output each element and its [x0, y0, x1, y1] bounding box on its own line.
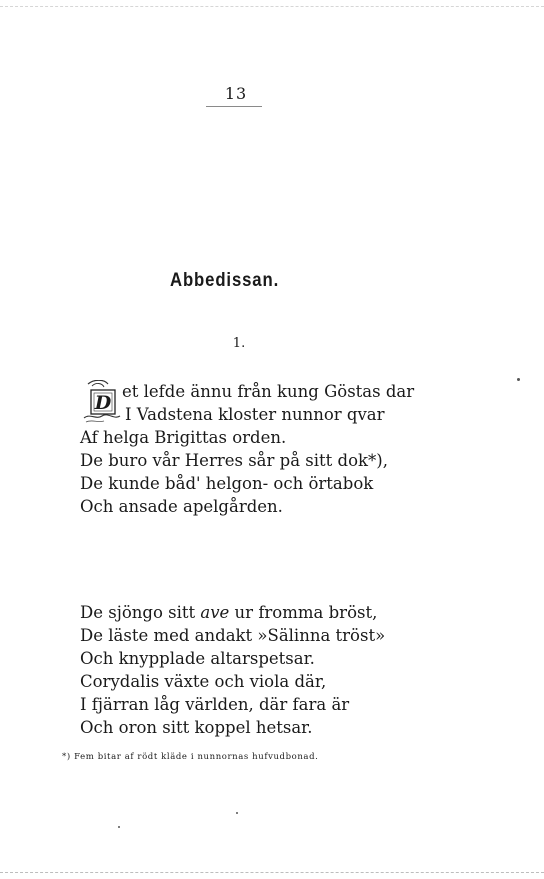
stanza1-body: [80, 426, 388, 518]
page-number-rule: [206, 106, 262, 107]
poem-title: Abbedissan.: [170, 270, 280, 291]
footnote: *) Fem bitar af rödt kläde i nunnornas hufvudbonad.: [62, 752, 319, 762]
verse-line: De buro vår Herres sår på sitt dok*),: [80, 451, 388, 470]
page-bottom-edge: [0, 872, 544, 873]
verse-line: Och ansade apelgården.: [80, 497, 283, 516]
ink-speck: [118, 826, 120, 828]
ornamental-initial-d: [82, 380, 122, 424]
ink-speck: [236, 812, 238, 814]
verse-line: I Vadstena kloster nunnor qvar: [125, 405, 385, 424]
verse-line: De kunde båd' helgon- och örtabok: [80, 474, 374, 493]
page-top-edge: [0, 6, 544, 7]
stanza1-first-line: [122, 380, 414, 403]
verse-line: I fjärran låg världen, där fara är: [80, 695, 350, 714]
ink-speck: [517, 378, 520, 381]
drop-cap-letter: D: [94, 392, 112, 414]
section-number: 1.: [232, 336, 246, 351]
page-number: 13: [224, 84, 248, 103]
verse-line: Af helga Brigittas orden.: [80, 428, 287, 447]
stanza2-body: [80, 601, 385, 739]
verse-line: [80, 601, 385, 624]
verse-line: Och oron sitt koppel hetsar.: [80, 718, 313, 737]
emphasized-word: ave: [200, 603, 230, 622]
verse-line: Corydalis växte och viola där,: [80, 672, 327, 691]
stanza1-second-line: [125, 403, 385, 426]
verse-line: et lefde ännu från kung Göstas dar: [122, 382, 415, 401]
verse-line: Och knypplade altarspetsar.: [80, 649, 315, 668]
verse-text: ur fromma bröst,: [229, 603, 378, 622]
verse-line: De läste med andakt »Sälinna tröst»: [80, 626, 386, 645]
verse-text: De sjöngo sitt: [80, 603, 201, 622]
